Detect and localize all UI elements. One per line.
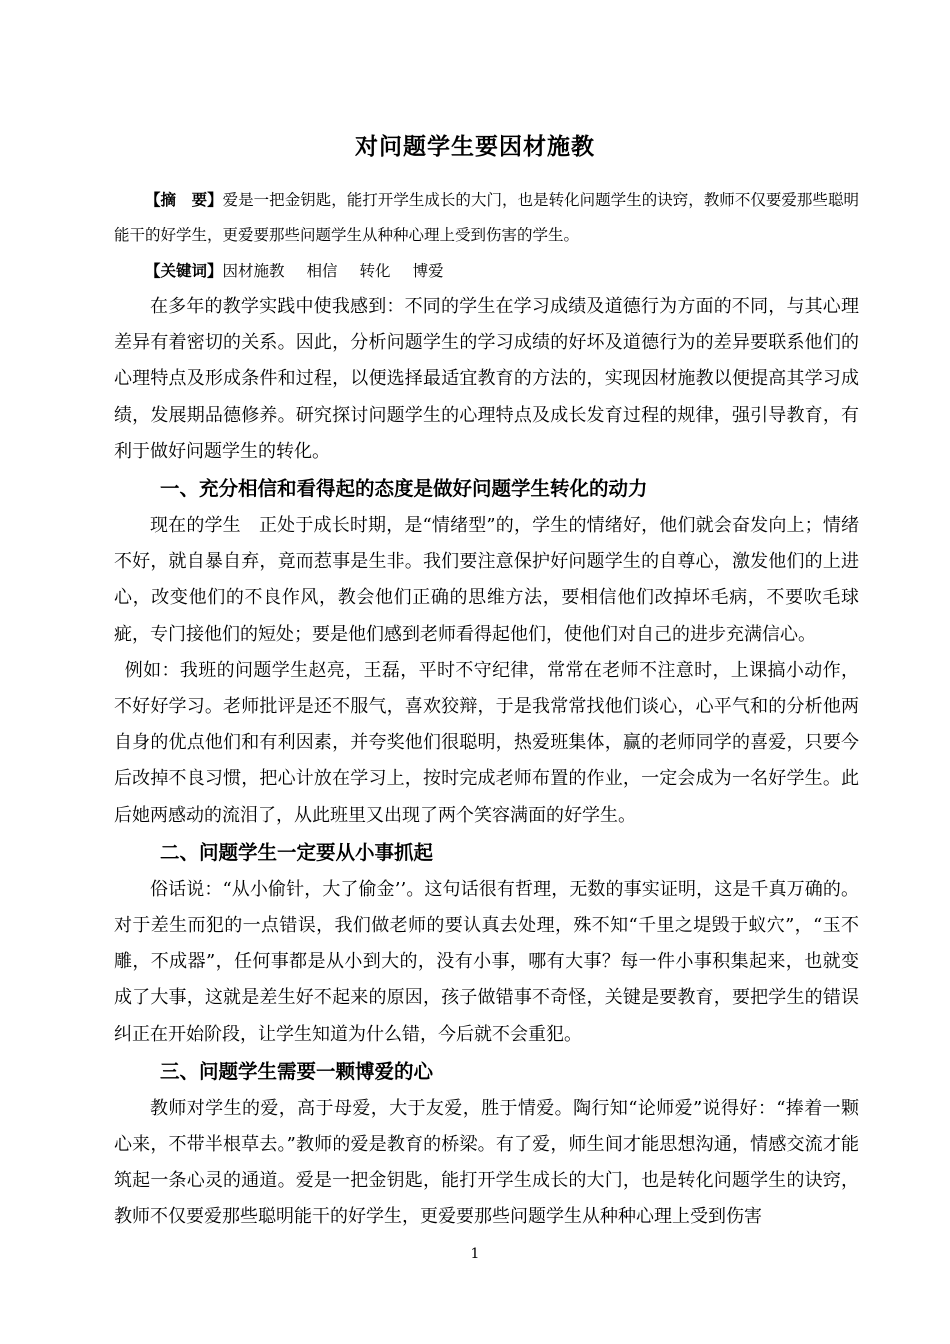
keyword-item: 因材施教 [222, 262, 285, 280]
keyword-item: 相信 [306, 262, 338, 280]
keyword-item: 转化 [359, 262, 391, 280]
keywords-label: 【关键词】 [145, 261, 223, 280]
section-heading-2: 二、问题学生一定要从小事抓起 [160, 840, 434, 864]
section1-paragraph-1: 现在的学生 正处于成长时期，是“情绪型”的，学生的情绪好，他们就会奋发向上；情绪不好，就自暴自弃，竟而惹事是生非。我们要注意保护好问题学生的自尊心，激发他们的上进心，改变他们的不良作风，教会他们正确的思维方法，要相信他们改掉坏毛病，不要吹毛球疵，专门接他们的短处；要是他们感到老师看得起他们，使他们对自己的进步充满信心。 [114, 515, 859, 645]
abstract-text: 爱是一把金钥匙，能打开学生成长的大门，也是转化问题学生的诀窍，教师不仅要爱那些聪明能干的好学生，更爱要那些问题学生从种种心理上受到伤害的学生。 [114, 191, 859, 244]
keywords [114, 253, 859, 289]
document-body [114, 182, 859, 1236]
page-number: 1 [470, 1246, 480, 1262]
intro-paragraph: 在多年的教学实践中使我感到：不同的学生在学习成绩及道德行为方面的不同，与其心理差异有着密切的关系。因此，分析问题学生的学习成绩的好坏及道德行为的差异要联系他们的心理特点及形成条件和过程，以便选择最适宜教育的方法的，实现因材施教以便提高其学习成绩，发展期品德修养。研究探讨问题学生的心理特点及成长发育过程的规律，强引导教育，有利于做好问题学生的转化。 [114, 296, 859, 462]
section-heading-1: 一、充分相信和看得起的态度是做好问题学生转化的动力 [160, 477, 648, 501]
section3-paragraph-1: 教师对学生的爱，高于母爱，大于友爱，胜于情爱。陶行知“论师爱”说得好：“捧着一颗心来，不带半根草去。”教师的爱是教育的桥梁。有了爱，师生间才能思想沟通，情感交流才能筑起一条心灵的通道。爱是一把金钥匙，能打开学生成长的大门，也是转化问题学生的诀窍，教师不仅要爱那些聪明能干的好学生，更爱要那些问题学生从种种心理上受到伤害 [114, 1097, 859, 1228]
abstract [114, 182, 859, 253]
section-heading-3: 三、问题学生需要一颗博爱的心 [160, 1059, 434, 1083]
abstract-label: 【摘 要】 [145, 190, 223, 209]
keyword-item: 博爱 [412, 262, 444, 280]
section1-paragraph-2: 例如：我班的问题学生赵亮，王磊，平时不守纪律，常常在老师不注意时，上课搞小动作，不好好学习。老师批评是还不服气，喜欢狡辩，于是我常常找他们谈心，心平气和的分析他两自身的优点他们和有利因素，并夸奖他们很聪明，热爱班集体，赢的老师同学的喜爱，只要今后改掉不良习惯，把心计放在学习上，按时完成老师布置的作业，一定会成为一名好学生。此后她两感动的流泪了，从此班里又出现了两个笑容满面的好学生。 [114, 659, 859, 826]
document-title: 对问题学生要因材施教 [355, 133, 595, 160]
section2-paragraph-1: 俗话说：“从小偷针，大了偷金’’。这句话很有哲理，无数的事实证明，这是千真万确的。对于差生而犯的一点错误，我们做老师的要认真去处理，殊不知“千里之堤毁于蚁穴”，“玉不雕，不成器”，任何事都是从小到大的，没有小事，哪有大事？每一件小事积集起来，也就变成了大事，这就是差生好不起来的原因，孩子做错事不奇怪，关键是要教育，要把学生的错误纠正在开始阶段，让学生知道为什么错，今后就不会重犯。 [114, 878, 859, 1045]
